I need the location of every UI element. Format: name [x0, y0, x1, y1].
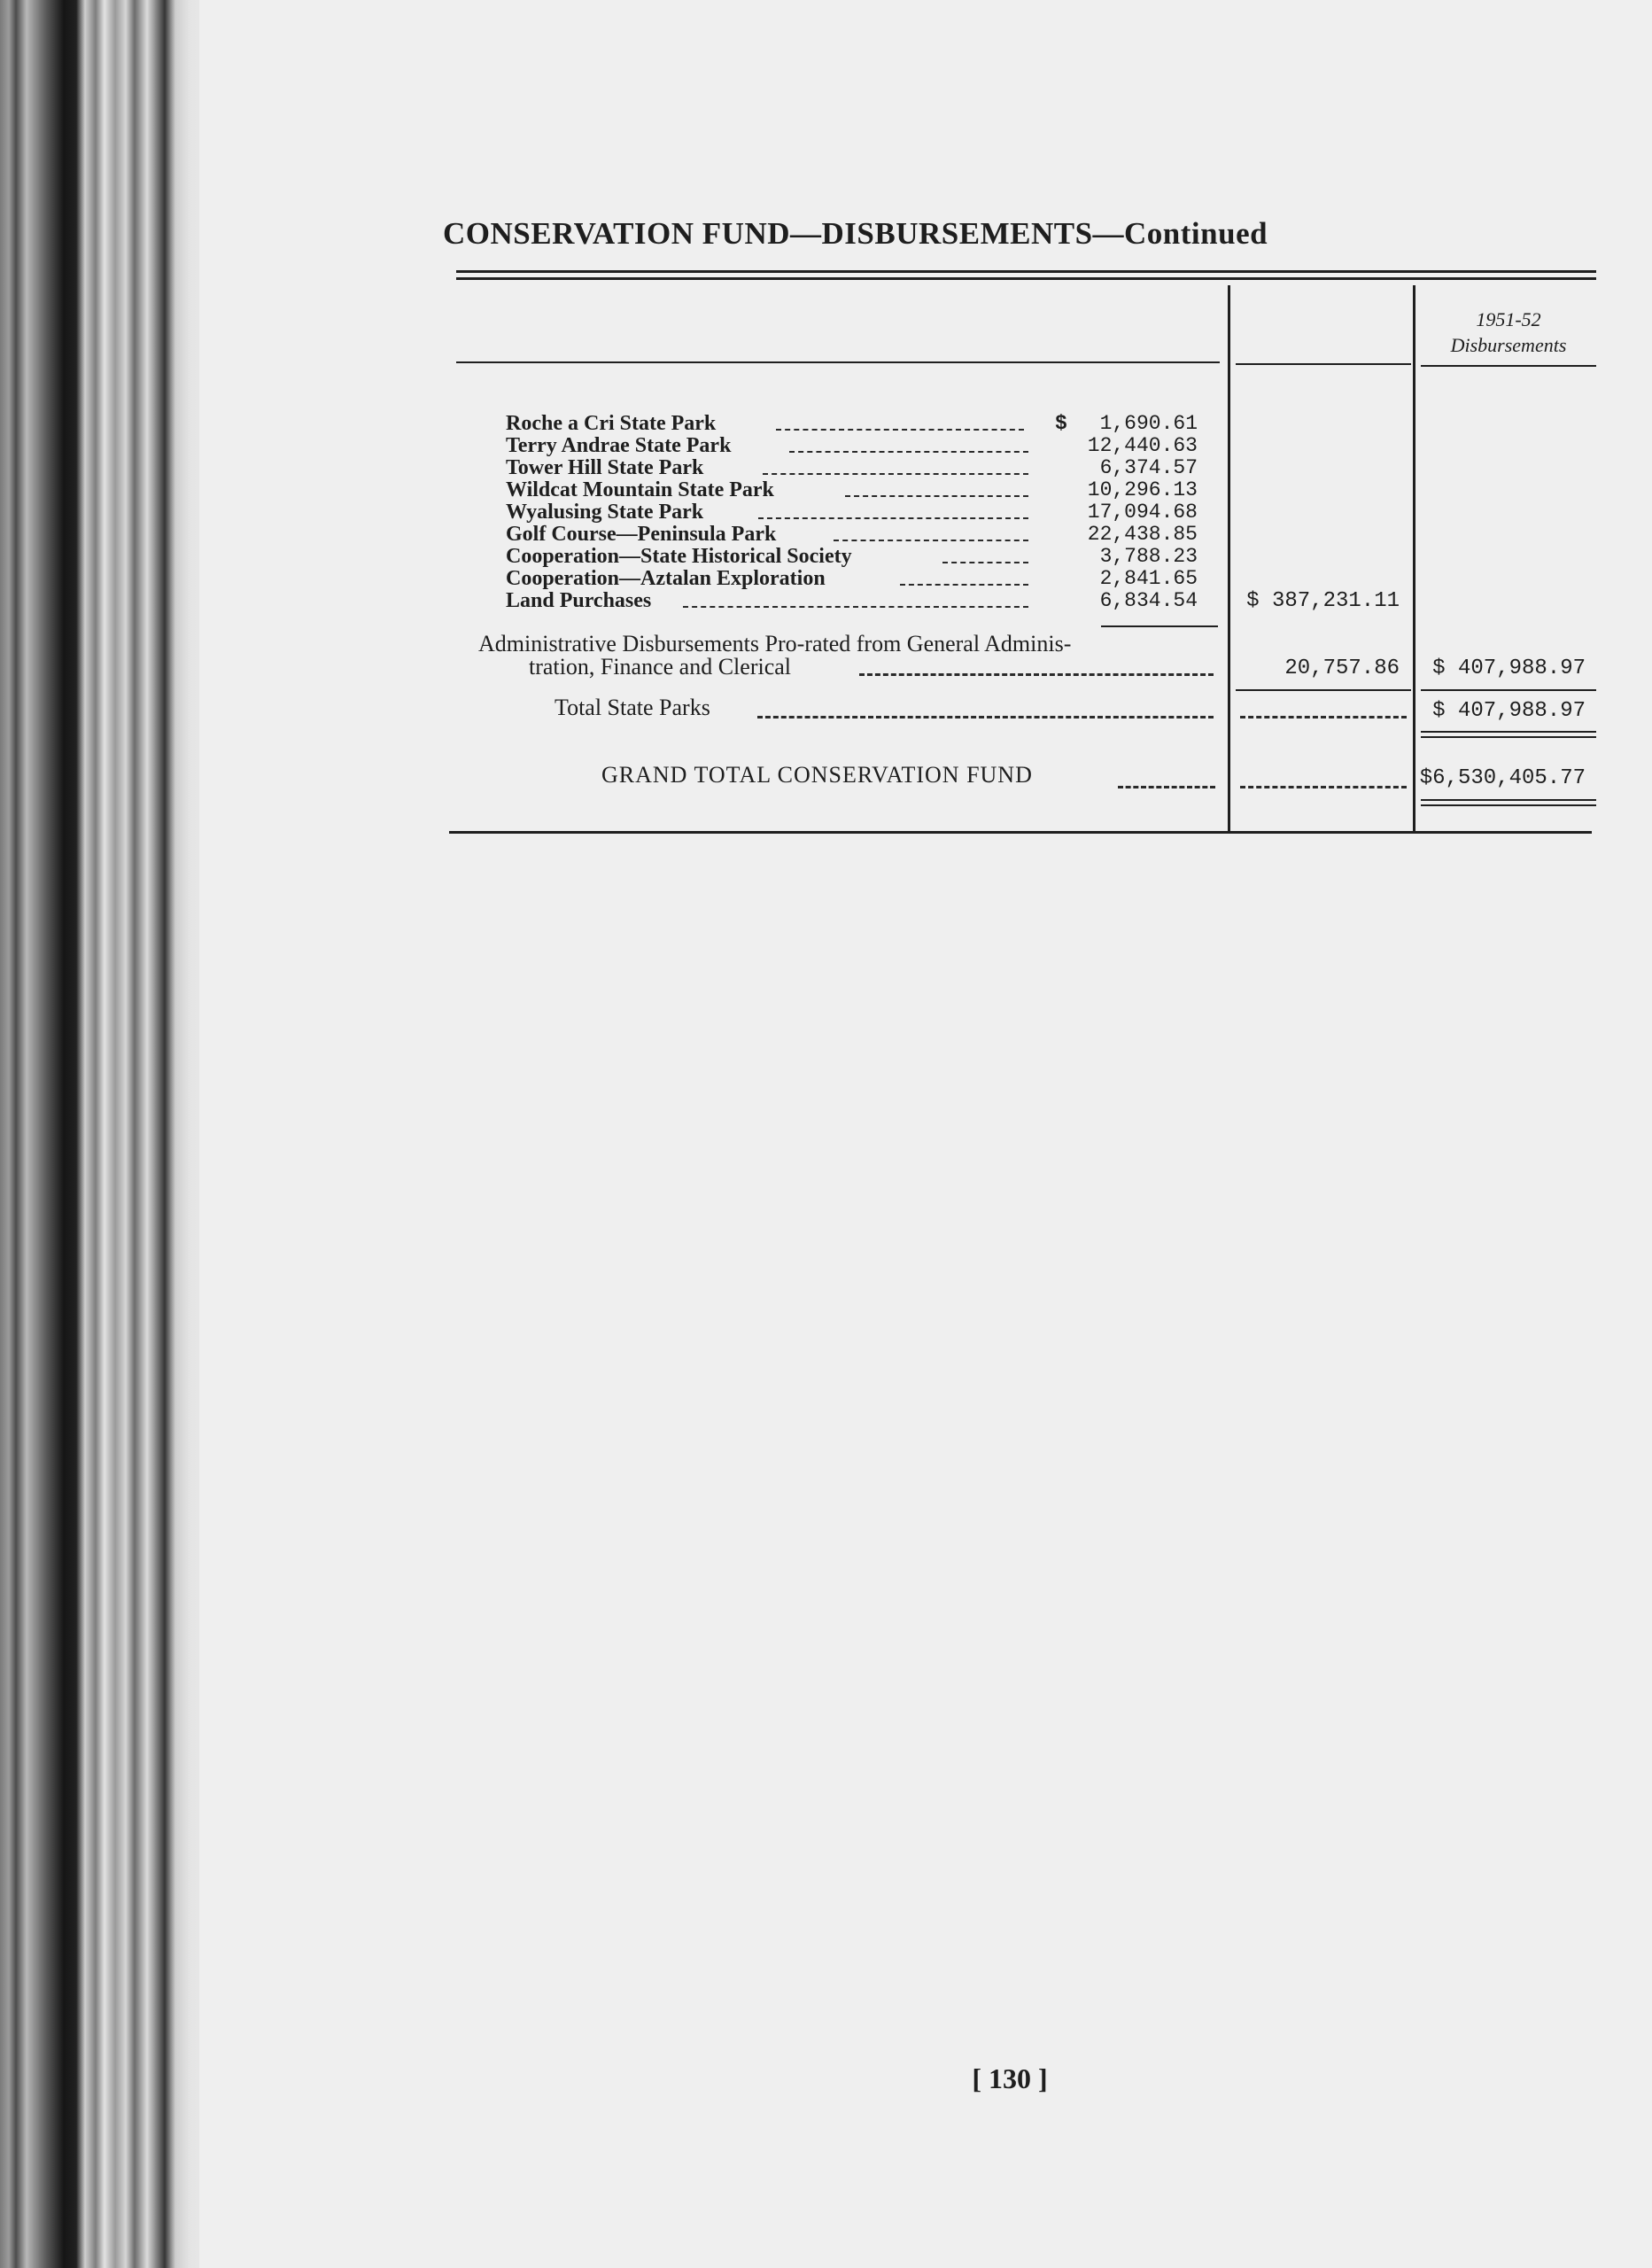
administrative-amount: 20,757.86: [1284, 656, 1400, 680]
column-header-year: 1951-52: [1476, 308, 1541, 330]
item-amount: 22,438.85: [1087, 523, 1198, 546]
item-name: Golf Course—Peninsula Park: [506, 523, 777, 546]
item-name: Land Purchases: [506, 589, 652, 612]
top-rule-2: [456, 277, 1596, 280]
list-item: [506, 479, 1214, 501]
admin-rule-1: [1236, 689, 1411, 691]
book-spine-edge: [0, 0, 221, 2268]
total-rule-2: [1421, 736, 1596, 738]
admin-rule-2: [1421, 689, 1596, 691]
list-item: [506, 568, 1214, 590]
administrative-label-line1: Administrative Disbursements Pro-rated from General Adminis-: [478, 631, 1072, 656]
list-item: [506, 435, 1214, 457]
subtotal-amount: $ 387,231.11: [1246, 589, 1400, 613]
grand-total-label: GRAND TOTAL CONSERVATION FUND: [601, 762, 1033, 788]
item-amount: 3,788.23: [1099, 545, 1198, 568]
column-divider-1: [1228, 285, 1230, 831]
item-name: Wildcat Mountain State Park: [506, 478, 774, 501]
item-name: Roche a Cri State Park: [506, 412, 717, 435]
item-amount: 10,296.13: [1087, 478, 1198, 501]
grand-rule-2: [1421, 804, 1596, 806]
top-rule: [456, 270, 1596, 273]
total-state-parks-amount: $ 407,988.97: [1432, 699, 1586, 723]
grand-rule-1: [1421, 799, 1596, 801]
header-rule-3: [1421, 365, 1596, 367]
item-name: Cooperation—State Historical Society: [506, 545, 852, 568]
item-amount: 6,374.57: [1099, 456, 1198, 479]
item-name: Cooperation—Aztalan Exploration: [506, 567, 826, 590]
item-name: Terry Andrae State Park: [506, 434, 732, 457]
item-amount: 1,690.61: [1099, 412, 1198, 435]
list-item: [506, 590, 1214, 612]
list-item: [506, 413, 1214, 435]
administrative-total: $ 407,988.97: [1432, 656, 1586, 680]
item-amount: 2,841.65: [1099, 567, 1198, 590]
column-divider-2: [1413, 285, 1415, 831]
item-amount: 12,440.63: [1087, 434, 1198, 457]
item-name: Wyalusing State Park: [506, 501, 704, 524]
list-item: [506, 546, 1214, 568]
item-amount: 6,834.54: [1099, 589, 1198, 612]
total-state-parks-label: Total State Parks: [555, 695, 710, 720]
grand-total-amount: $6,530,405.77: [1419, 766, 1586, 790]
page-number: [ 130 ]: [972, 2062, 1048, 2094]
items-rule: [1101, 625, 1218, 627]
bottom-rule: [449, 831, 1592, 834]
list-item: [506, 457, 1214, 479]
item-name: Tower Hill State Park: [506, 456, 704, 479]
header-rule-1: [456, 361, 1220, 363]
item-amount: 17,094.68: [1087, 501, 1198, 524]
administrative-label-line2: tration, Finance and Clerical: [529, 654, 792, 680]
total-rule-1: [1421, 731, 1596, 733]
dollar-sign: $: [1055, 412, 1067, 435]
column-header-label: Disbursements: [1450, 334, 1567, 356]
header-rule-2: [1236, 363, 1411, 365]
column-header: [1424, 307, 1593, 358]
page-title: CONSERVATION FUND—DISBURSEMENTS—Continued: [443, 216, 1268, 251]
list-item: [506, 501, 1214, 524]
list-item: [506, 524, 1214, 546]
